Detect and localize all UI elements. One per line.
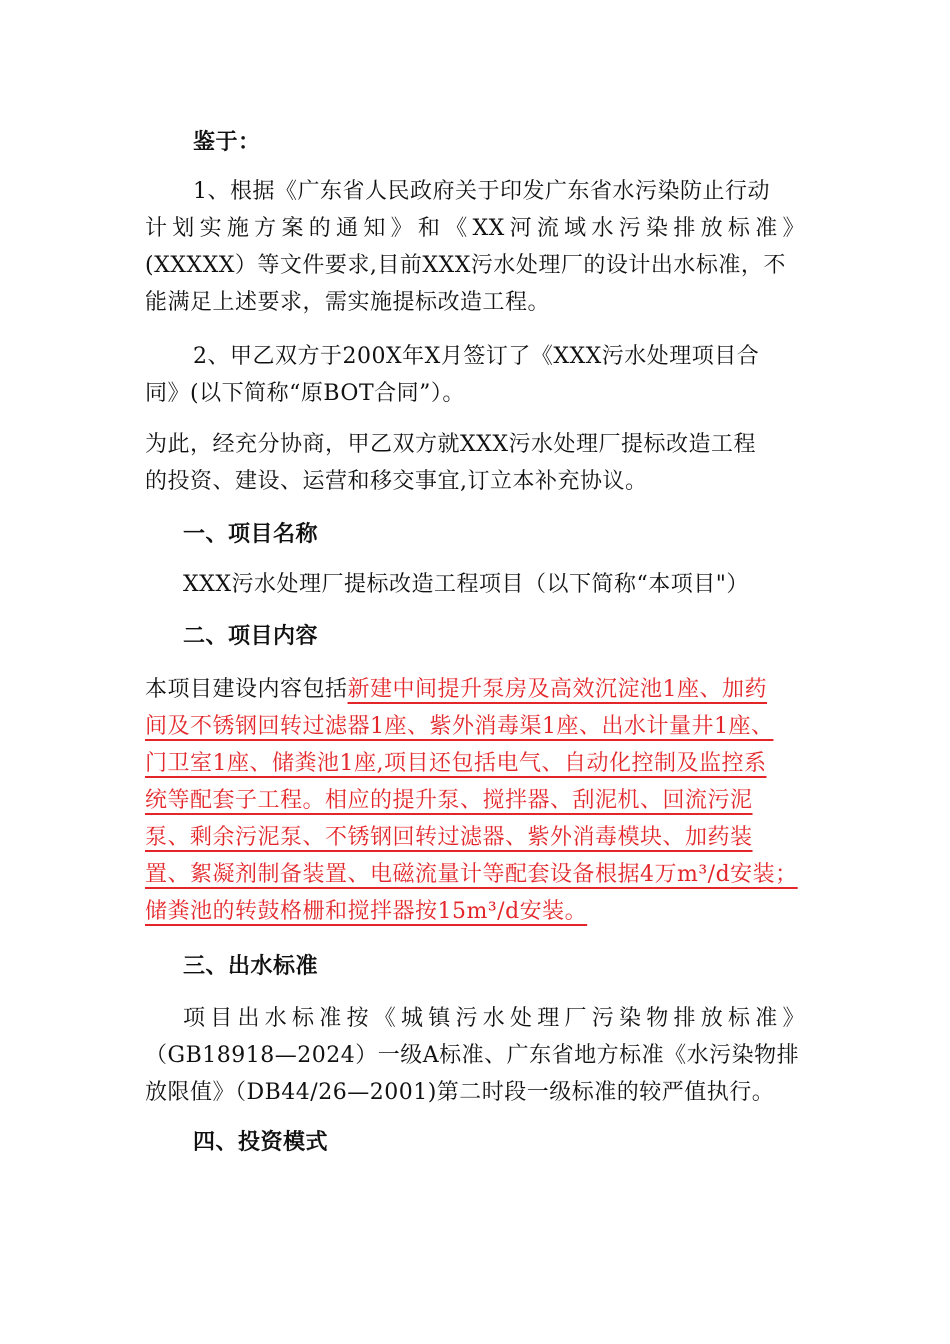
section-2-line-4 bbox=[145, 782, 825, 819]
recital-1-line-2: 计划实施方案的通知》和《XX河流域水污染排放标准》 bbox=[145, 216, 805, 241]
section-2-intro: 本项目建设内容包括 bbox=[145, 677, 348, 702]
section-2-red-line-3: 门卫室1座、储粪池1座,项目还包括电气、自动化控制及监控系 bbox=[145, 751, 767, 776]
recital-1 bbox=[145, 173, 805, 321]
preamble-heading bbox=[193, 124, 853, 161]
recital-1-line-3: (XXXXX）等文件要求,目前XXX污水处理厂的设计出水标准，不 bbox=[145, 253, 786, 278]
section-3-heading bbox=[183, 948, 843, 985]
conclusion-line-1: 为此，经充分协商，甲乙双方就XXX污水处理厂提标改造工程 bbox=[145, 432, 756, 457]
section-2-red-line-2: 间及不锈钢回转过滤器1座、紫外消毒渠1座、出水计量井1座、 bbox=[145, 714, 774, 739]
section-2-heading-text: 二、项目内容 bbox=[183, 624, 319, 649]
recital-2-line-2: 同》(以下简称“原BOT合同”）。 bbox=[145, 381, 465, 406]
section-3-line-1: 项目出水标准按《城镇污水处理厂污染物排放标准》 bbox=[183, 1006, 805, 1031]
recital-2-line-1: 2、甲乙双方于200X年X月签订了《XXX污水处理项目合 bbox=[193, 344, 760, 369]
section-4-heading bbox=[193, 1124, 853, 1161]
section-1-heading bbox=[183, 516, 843, 553]
section-3-line-3: 放限值》（DB44/26—2001)第二时段一级标准的较严值执行。 bbox=[145, 1080, 775, 1105]
section-2-red-line-4: 统等配套子工程。相应的提升泵、搅拌器、刮泥机、回流污泥 bbox=[145, 788, 753, 813]
section-4-heading-text: 四、投资模式 bbox=[193, 1130, 329, 1155]
section-2-body bbox=[145, 671, 825, 930]
section-3-heading-text: 三、出水标准 bbox=[183, 954, 319, 979]
recital-1-line-1: 1、根据《广东省人民政府关于印发广东省水污染防止行动 bbox=[193, 179, 770, 204]
recital-2 bbox=[145, 338, 805, 412]
section-2-red-line-5: 泵、剩余污泥泵、不锈钢回转过滤器、紫外消毒模块、加药装 bbox=[145, 825, 753, 850]
section-2-line-1 bbox=[145, 671, 825, 708]
section-1-body bbox=[183, 566, 823, 603]
section-3-body bbox=[145, 1000, 805, 1111]
recital-1-line-4: 能满足上述要求，需实施提标改造工程。 bbox=[145, 290, 551, 315]
section-1-heading-text: 一、项目名称 bbox=[183, 522, 319, 547]
section-2-heading bbox=[183, 618, 843, 655]
conclusion-line-2: 的投资、建设、运营和移交事宜,订立本补充协议。 bbox=[145, 469, 648, 494]
section-1-text: XXX污水处理厂提标改造工程项目（以下简称“本项目"） bbox=[183, 572, 749, 597]
section-2-red-line-1: 新建中间提升泵房及高效沉淀池1座、加药 bbox=[347, 677, 768, 702]
section-2-red-line-7: 储粪池的转鼓格栅和搅拌器按15m³/d安装。 bbox=[145, 899, 588, 924]
section-2-line-5 bbox=[145, 819, 825, 856]
section-2-red-line-6: 置、絮凝剂制备装置、电磁流量计等配套设备根据4万m³/d安装； bbox=[145, 862, 798, 887]
section-2-line-2 bbox=[145, 708, 825, 745]
section-2-line-3 bbox=[145, 745, 825, 782]
section-3-line-2: （GB18918—2024）一级A标准、广东省地方标准《水污染物排 bbox=[145, 1043, 800, 1068]
section-2-line-7 bbox=[145, 893, 825, 930]
section-2-line-6 bbox=[145, 856, 825, 893]
preamble-heading-text: 鉴于： bbox=[193, 130, 261, 155]
conclusion-paragraph bbox=[145, 426, 805, 500]
